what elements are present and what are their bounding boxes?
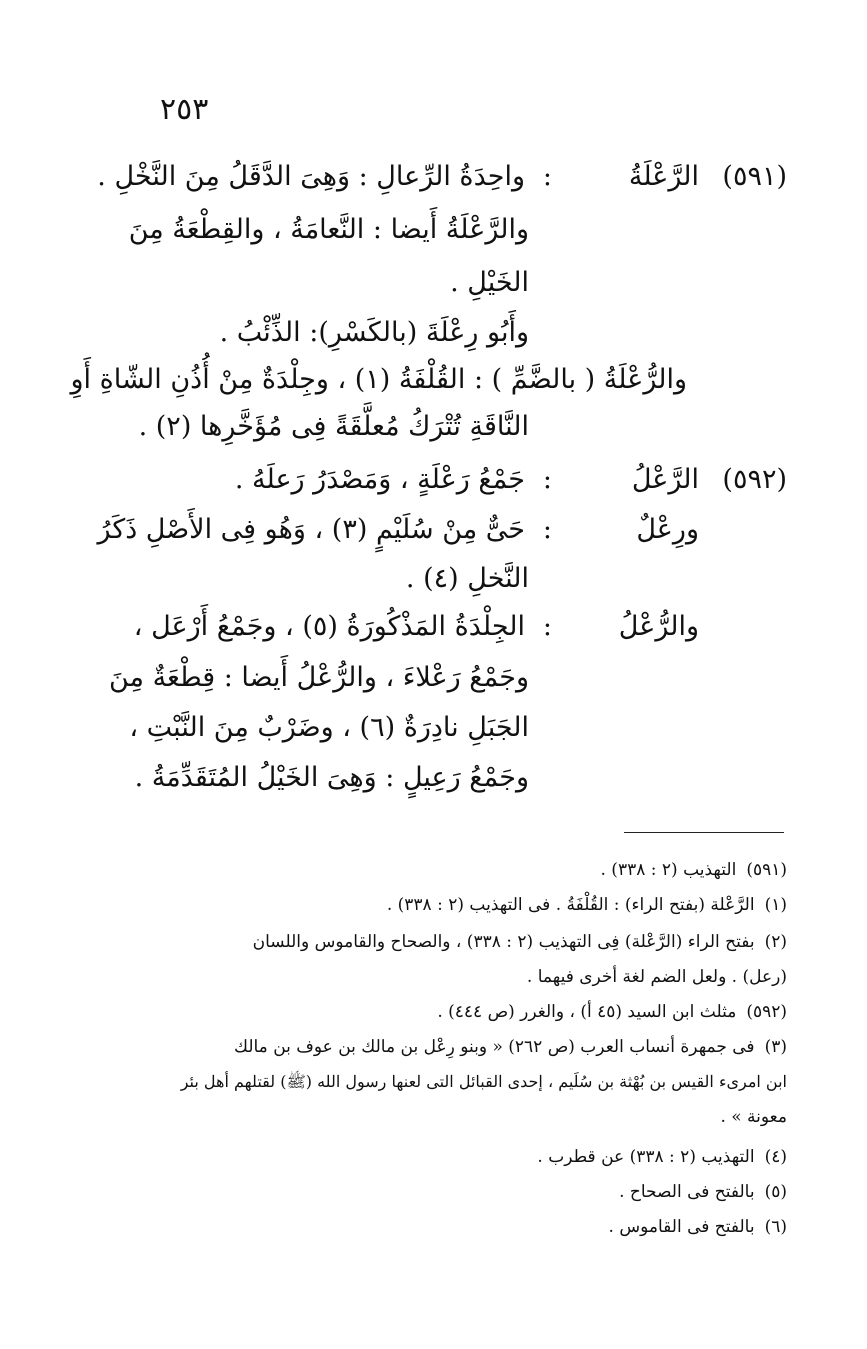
footnote (100, 1210, 787, 1244)
page-number: ٢٥٣ (160, 92, 209, 127)
entry-colon: : (542, 611, 552, 642)
entry-592 (120, 455, 787, 505)
entry-headword: الرَّعْلُ (631, 464, 699, 495)
footnote-continuation (75, 960, 787, 994)
footnote-separator (624, 832, 784, 833)
entry-headword: الرَّعْلَةُ (628, 161, 699, 192)
entry-definition: جَمْعُ رَعْلَةٍ ، وَمَصْدَرُ رَعلَهُ . (234, 464, 525, 495)
entry-line: الجَبَلِ نادِرَةٌ (٦) ، وضَرْبٌ مِنَ النَّبْتِ ، (129, 712, 529, 743)
footnote-text: بالفتح فى الصحاح . (619, 1182, 755, 1202)
entry-line: النَّخلِ (٤) . (405, 563, 529, 594)
footnote-text: بالفتح فى القاموس . (608, 1217, 755, 1237)
entry-colon: : (542, 161, 552, 192)
entry-colon: : (542, 464, 552, 495)
footnote (100, 1140, 787, 1174)
entry-line: والرُّعْلَةُ ( بالضَّمِّ ) : القُلْفَةُ (١) ، وجِلْدَةٌ مِنْ أُذُنِ الشّاةِ أَوِ (70, 364, 687, 395)
entry-line: والرَّعْلَةُ أَيضا : النَّعامَةُ ، والقِطْعَةُ مِنَ (128, 214, 529, 245)
entry-line: وجَمْعُ رَعْلاءَ ، والرُّعْلُ أَيضا : قِطْعَةٌ مِنَ (108, 662, 529, 693)
entry-definition: حَىٌّ مِنْ سُلَيْمٍ (٣) ، وَهُو فِى الأَصْلِ ذَكَرُ (97, 514, 525, 545)
footnote-number: (٢) (764, 932, 787, 952)
footnote-number: (٦) (764, 1217, 787, 1237)
footnote-number: (٤) (764, 1147, 787, 1167)
footnote-text: الرَّعْلة (بفتح الراء) : القُلْفَةُ . فى التهذيب (٢ : ٣٣٨) . (386, 895, 755, 915)
entry-591 (97, 152, 787, 202)
entry-headword: والرُّعْلُ (618, 611, 699, 642)
footnote-text: مثلث ابن السيد (٤٥ أ) ، والغرر (ص ٤٤٤) . (437, 1002, 737, 1022)
footnote (75, 925, 787, 959)
footnote-continuation (75, 1065, 787, 1099)
entry-ruul (120, 602, 787, 652)
entry-definition: الجِلْدَةُ المَذْكُورَةُ (٥) ، وجَمْعُ أَرْعَل ، (133, 611, 525, 642)
footnote-text: التهذيب (٢ : ٣٣٨) عن قطرب . (537, 1147, 755, 1167)
entry-definition: واحِدَةُ الرِّعالِ : وَهِىَ الدَّقَلُ مِنَ النَّخْلِ . (97, 161, 525, 192)
footnote-number: (٥) (764, 1182, 787, 1202)
entry-rial (97, 505, 787, 555)
footnote-text: (رعل) . ولعل الضم لغة أخرى فيهما . (526, 967, 787, 987)
footnote-number: (٥٩٢) (746, 1002, 787, 1022)
entry-number: (٥٩١) (722, 161, 787, 192)
footnote-text: بفتح الراء (الرَّعْلة) فِى التهذيب (٢ : ٣٣٨) ، والصحاح والقاموس واللسان (252, 932, 755, 952)
footnote-text: ابن امرىء القيس بن بُهْثة بن سُلَيم ، إحدى القبائل التى لعنها رسول الله (ﷺ) لقتلهم أهل بئر (180, 1072, 787, 1091)
footnote-number: (١) (764, 895, 787, 915)
footnote (75, 1030, 787, 1064)
entry-line: الخَيْلِ . (450, 267, 529, 298)
entry-line: وأَبُو رِعْلَةَ (بالكَسْرِ): الذِّئْبُ . (219, 317, 529, 348)
footnote (100, 888, 787, 922)
footnote-text: معونة » . (720, 1107, 787, 1127)
footnote-text: فى جمهرة أنساب العرب (ص ٢٦٢) « وبنو رِعْل بن مالك بن عوف بن مالك (234, 1037, 755, 1057)
footnote (100, 995, 787, 1029)
footnote-number: (٣) (764, 1037, 787, 1057)
entry-number: (٥٩٢) (722, 464, 787, 495)
entry-colon: : (542, 514, 552, 545)
footnote-text: التهذيب (٢ : ٣٣٨) . (600, 860, 737, 880)
entry-line: النَّاقَةِ تُتْرَكُ مُعلَّقَةً فِى مُؤَخَّرِها (٢) . (138, 411, 529, 442)
footnote (100, 1175, 787, 1209)
entry-headword: ورِعْلٌ (636, 514, 699, 545)
footnote-continuation (75, 1100, 787, 1134)
entry-line: وجَمْعُ رَعِيلٍ : وَهِىَ الخَيْلُ المُتَقَدِّمَةُ . (134, 762, 529, 793)
footnote (100, 853, 787, 887)
footnote-number: (٥٩١) (746, 860, 787, 880)
